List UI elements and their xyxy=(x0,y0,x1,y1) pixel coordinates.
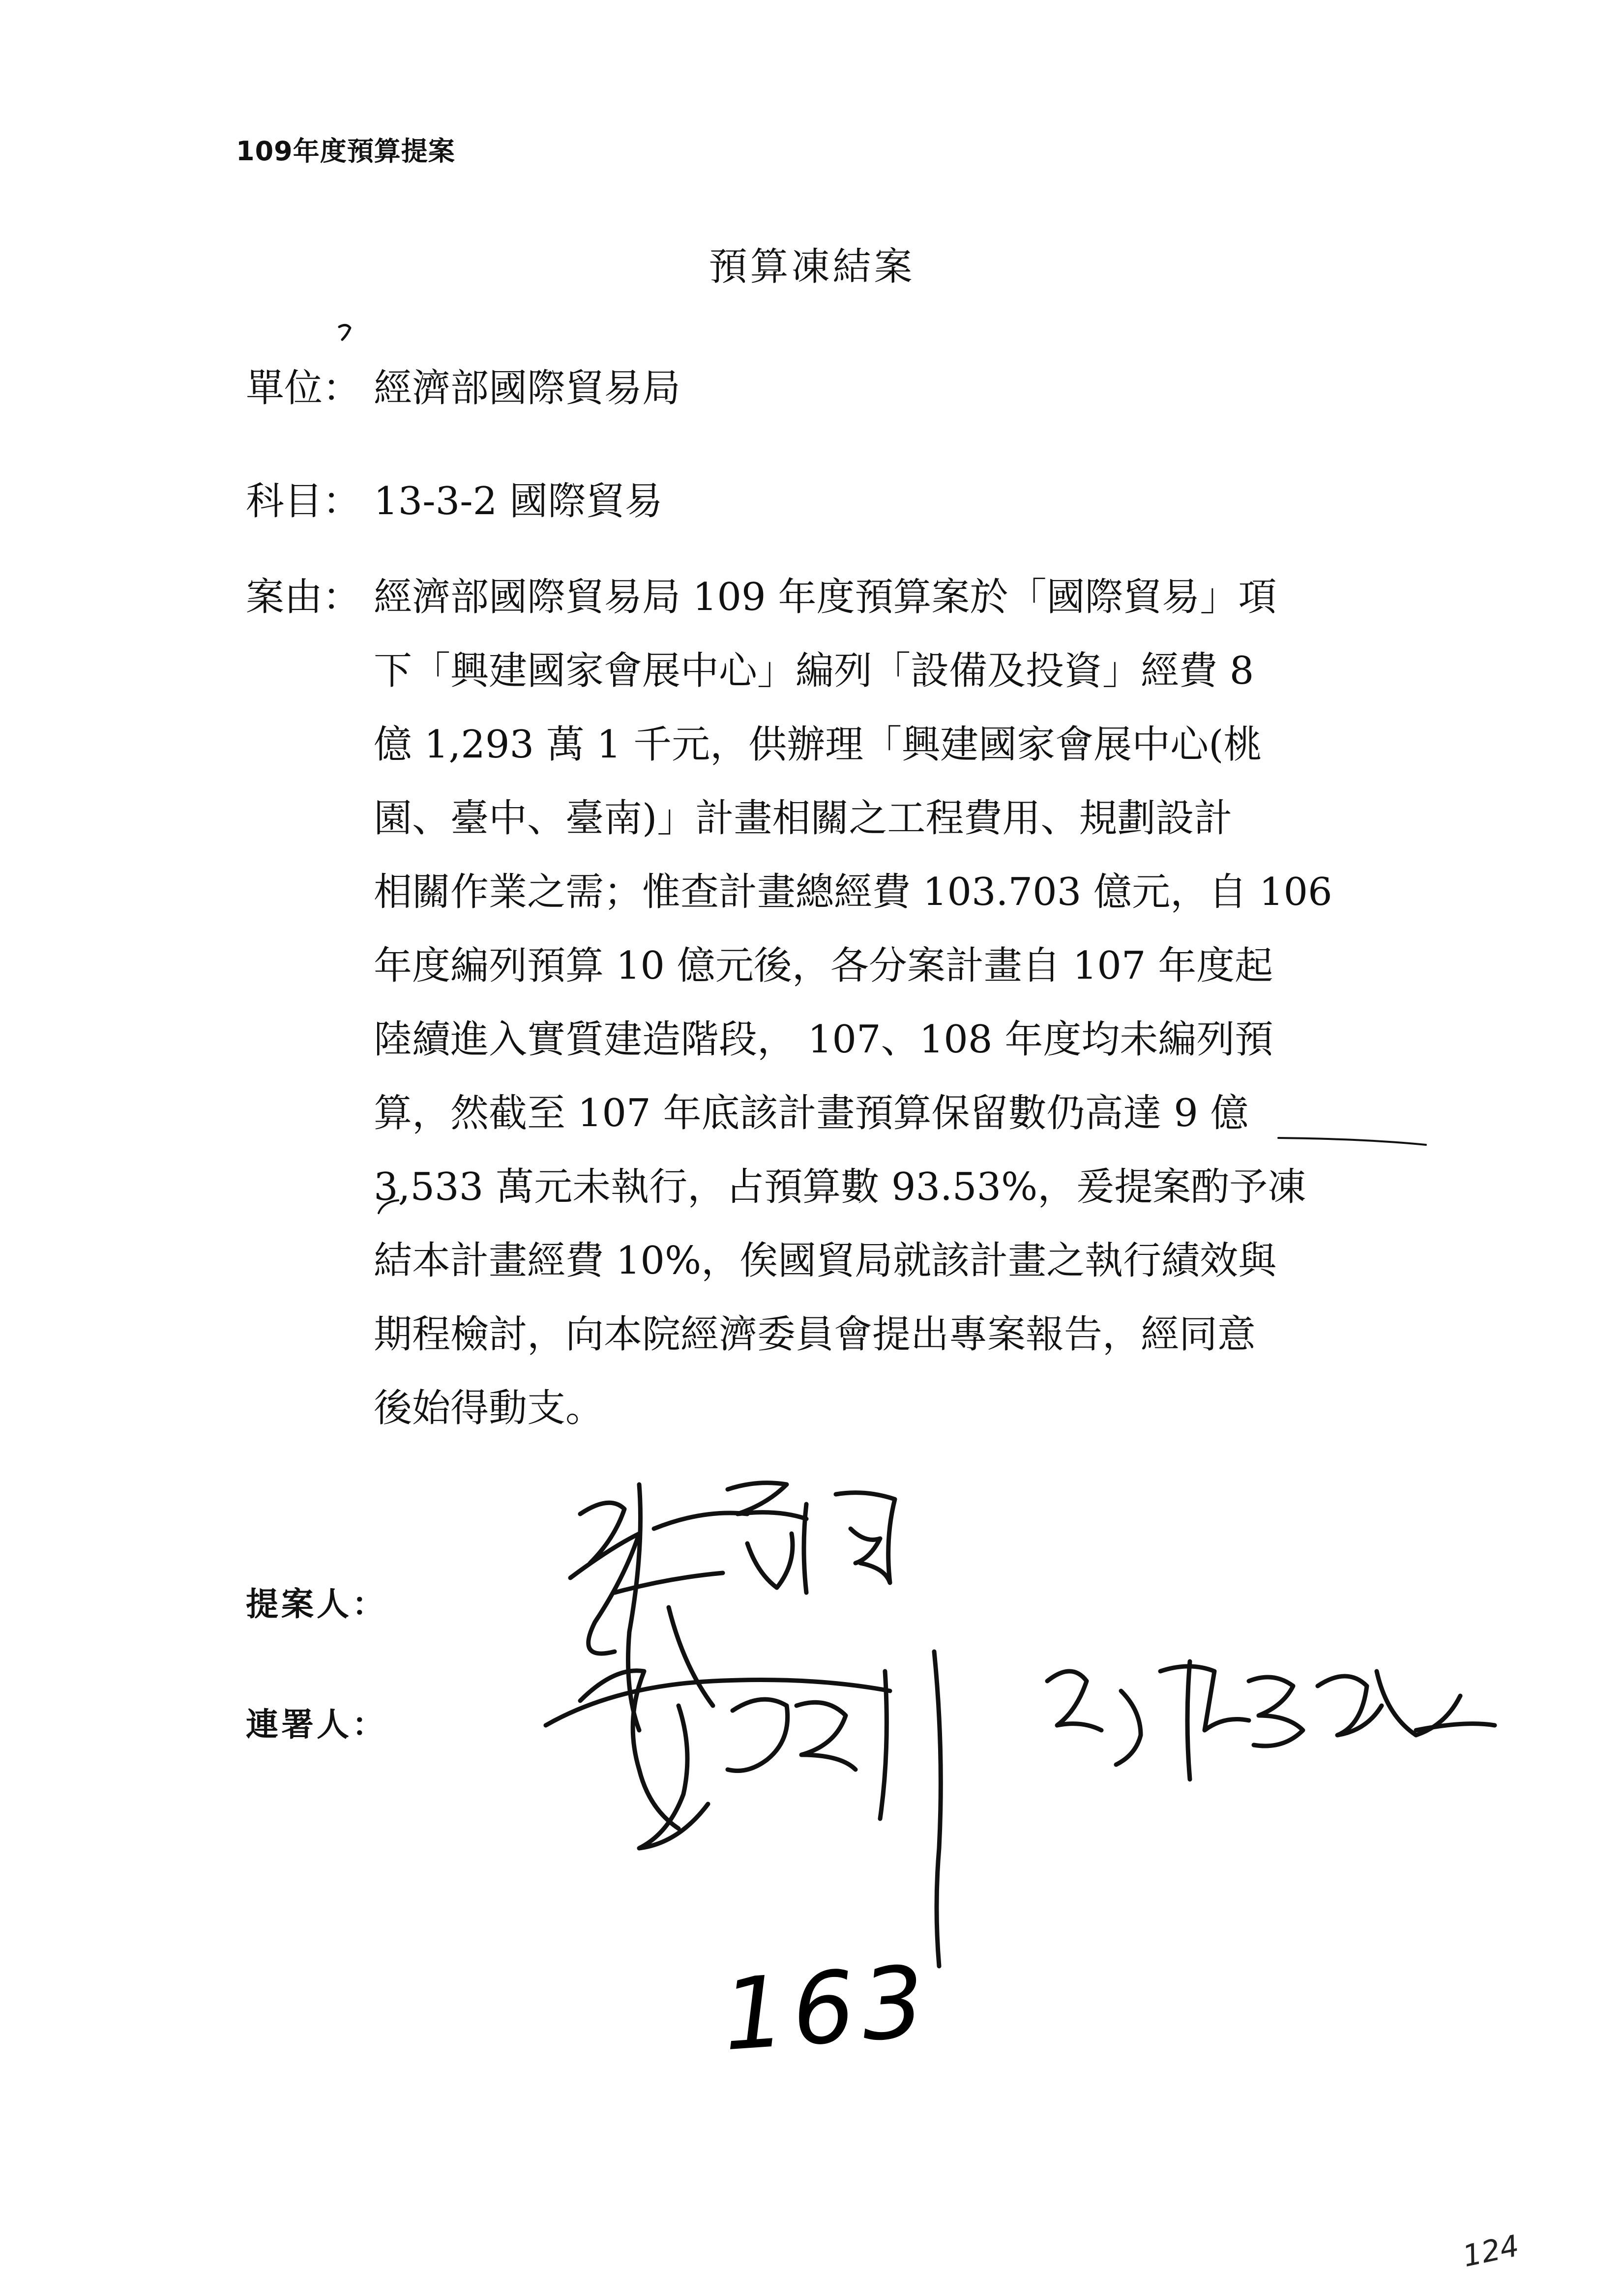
reason-line: 結本計畫經費 10%，俟國貿局就該計畫之執行績效與 xyxy=(374,1239,1277,1283)
subject-value: 13-3-2 國際貿易 xyxy=(374,479,663,523)
pen-mark xyxy=(339,325,350,340)
handwritten-page-number: 163 xyxy=(719,1944,935,2073)
cosigner-signature xyxy=(546,1652,941,1966)
reason-line: 算，然截至 107 年底該計畫預算保留數仍高達 9 億 xyxy=(374,1091,1249,1135)
reason-line: 下「興建國家會展中心」編列「設備及投資」經費 8 xyxy=(374,649,1254,693)
reason-line: 3,533 萬元未執行，占預算數 93.53%，爰提案酌予凍 xyxy=(374,1165,1306,1209)
proposer-label: 提案人： xyxy=(246,1585,387,1623)
cosigner-signature xyxy=(1047,1661,1495,1779)
document-header-label: 109年度預算提案 xyxy=(236,136,455,167)
reason-line: 億 1,293 萬 1 千元，供辦理「興建國家會展中心(桃 xyxy=(374,723,1262,767)
unit-value: 經濟部國際貿易局 xyxy=(374,366,681,410)
unit-label: 單位： xyxy=(246,366,361,410)
document-title: 預算凍結案 xyxy=(709,245,915,289)
handwritten-corner-number: 124 xyxy=(1459,2228,1522,2274)
reason-line: 經濟部國際貿易局 109 年度預算案於「國際貿易」項 xyxy=(374,575,1277,619)
unit-field xyxy=(246,351,680,425)
reason-line: 陸續進入實質建造階段， 107、108 年度均未編列預 xyxy=(374,1017,1273,1062)
reason-line: 相關作業之需；惟查計畫總經費 103.703 億元，自 106 xyxy=(374,870,1332,914)
proposer-signature xyxy=(570,1483,895,1730)
reason-line: 年度編列預算 10 億元後，各分案計畫自 107 年度起 xyxy=(374,944,1273,988)
reason-label: 案由： xyxy=(246,575,361,619)
subject-field xyxy=(246,465,663,538)
subject-label: 科目： xyxy=(246,479,361,523)
reason-body xyxy=(374,560,1396,1445)
reason-line: 園、臺中、臺南)」計畫相關之工程費用、規劃設計 xyxy=(374,796,1233,841)
reason-line: 期程檢討，向本院經濟委員會提出專案報告，經同意 xyxy=(374,1312,1256,1357)
reason-line: 後始得動支。 xyxy=(374,1386,604,1430)
cosigner-label: 連署人： xyxy=(246,1706,387,1744)
